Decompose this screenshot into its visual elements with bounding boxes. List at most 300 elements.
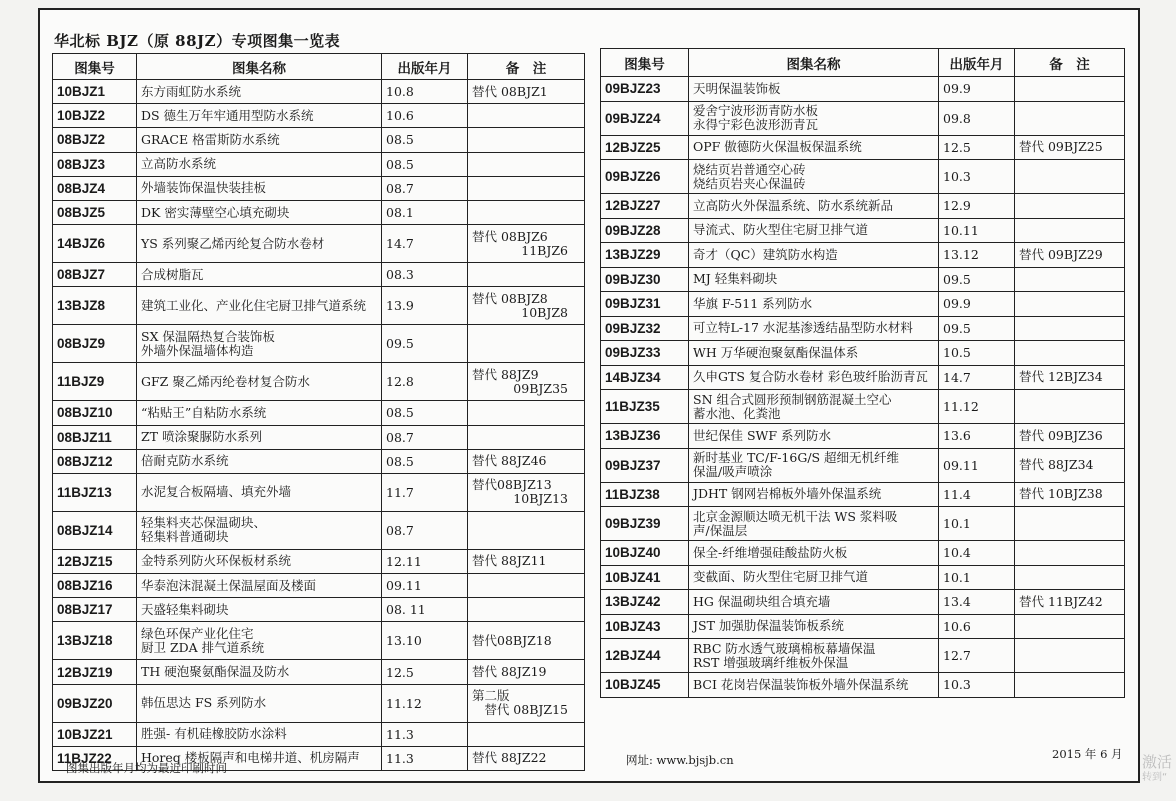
atlas-name-line: OPF 傲德防火保温板保温系统 bbox=[693, 139, 862, 155]
remark-line: 替代 09BJZ25 bbox=[1019, 139, 1103, 155]
atlas-number: 10BJZ45 bbox=[601, 673, 689, 698]
publish-date-cell: 12.11 bbox=[382, 549, 468, 573]
remarks-cell bbox=[468, 152, 585, 176]
table-row bbox=[53, 80, 585, 104]
atlas-name-line: 世纪保佳 SWF 系列防水 bbox=[693, 427, 832, 443]
atlas-name bbox=[137, 598, 382, 622]
atlas-name bbox=[137, 363, 382, 401]
table-row bbox=[601, 614, 1125, 639]
publish-date-cell: 13.10 bbox=[382, 622, 468, 660]
table-row bbox=[53, 622, 585, 660]
remarks-cell bbox=[1015, 507, 1125, 541]
table-row bbox=[601, 590, 1125, 615]
publish-date-cell: 13.9 bbox=[382, 287, 468, 325]
publish-date: 2015 年 6 月 bbox=[1052, 747, 1123, 761]
atlas-name-line: JDHT 钢网岩棉板外墙外保温系统 bbox=[693, 486, 882, 502]
atlas-name bbox=[689, 194, 939, 219]
atlas-name-line: 蓄水池、化粪池 bbox=[693, 405, 781, 421]
remark-line: 替代 08BJZ15 bbox=[484, 702, 568, 718]
table-row bbox=[53, 200, 585, 224]
atlas-name-line: 外墙外保温墙体构造 bbox=[141, 342, 254, 358]
atlas-number: 10BJZ40 bbox=[601, 541, 689, 566]
atlas-name-line: 爱舍宁波形沥青防水板 bbox=[693, 103, 819, 118]
table-row bbox=[53, 176, 585, 200]
remark-line: 替代 08BJZ1 bbox=[472, 83, 548, 99]
publish-date-cell: 12.8 bbox=[382, 363, 468, 401]
remarks-cell bbox=[468, 80, 585, 104]
atlas-name-line: 金特系列防火环保板材系统 bbox=[141, 553, 292, 569]
atlas-name bbox=[137, 722, 382, 746]
atlas-name-line: RBC 防水透气玻璃棉板幕墙保温 bbox=[693, 640, 876, 656]
table-row bbox=[53, 449, 585, 473]
atlas-name bbox=[689, 448, 939, 482]
atlas-name bbox=[689, 135, 939, 160]
atlas-name-line: 水泥复合板隔墙、填充外墙 bbox=[141, 484, 292, 500]
atlas-number: 08BJZ5 bbox=[53, 200, 137, 224]
remark-line: 替代08BJZ13 bbox=[472, 477, 552, 493]
atlas-number: 09BJZ32 bbox=[601, 316, 689, 341]
atlas-number: 09BJZ24 bbox=[601, 101, 689, 135]
publish-date-cell: 08.5 bbox=[382, 152, 468, 176]
table-row bbox=[601, 390, 1125, 424]
publish-date-cell: 13.12 bbox=[939, 243, 1015, 268]
atlas-name bbox=[137, 287, 382, 325]
atlas-name-line: “粘贴王”自粘防水系统 bbox=[141, 404, 267, 420]
atlas-name bbox=[689, 101, 939, 135]
atlas-name-line: 立高防火外保温系统、防水系统新品 bbox=[693, 197, 894, 213]
atlas-name bbox=[689, 614, 939, 639]
header-remarks: 备 注 bbox=[1015, 49, 1125, 77]
remark-line: 09BJZ35 bbox=[513, 380, 568, 396]
atlas-name-line: SN 组合式圆形预制钢筋混凝土空心 bbox=[693, 391, 892, 407]
atlas-number: 08BJZ11 bbox=[53, 425, 137, 449]
remark-line: 替代 88JZ34 bbox=[1019, 457, 1094, 472]
publish-date-cell: 10.4 bbox=[939, 541, 1015, 566]
atlas-number: 11BJZ22 bbox=[53, 746, 137, 770]
remark-line: 替代 88JZ9 bbox=[472, 366, 539, 382]
header-atlas-no: 图集号 bbox=[53, 54, 137, 80]
atlas-name-line: BCI 花岗岩保温装饰板外墙外保温系统 bbox=[693, 676, 909, 692]
atlas-name-line: 天盛轻集料砌块 bbox=[141, 601, 229, 617]
publish-date-cell: 12.5 bbox=[939, 135, 1015, 160]
table-row bbox=[601, 316, 1125, 341]
atlas-name bbox=[689, 424, 939, 449]
table-row bbox=[601, 101, 1125, 135]
table-row bbox=[601, 194, 1125, 219]
atlas-name bbox=[689, 365, 939, 390]
publish-date-cell: 11.3 bbox=[382, 746, 468, 770]
atlas-name bbox=[137, 622, 382, 660]
atlas-name-line: TH 硬泡聚氨酯保温及防水 bbox=[141, 664, 290, 680]
atlas-number: 08BJZ14 bbox=[53, 511, 137, 549]
atlas-name-line: 新时基业 TC/F-16G/S 超细无机纤维 bbox=[693, 450, 900, 465]
publish-date-cell: 09.11 bbox=[382, 574, 468, 598]
remark-line: 10BJZ13 bbox=[513, 491, 568, 507]
table-header-row bbox=[601, 49, 1125, 77]
atlas-name-line: 烧结页岩夹心保温砖 bbox=[693, 175, 806, 191]
table-row bbox=[601, 341, 1125, 366]
table-row bbox=[601, 218, 1125, 243]
atlas-name-line: 厨卫 ZDA 排气道系统 bbox=[141, 639, 265, 655]
table-row bbox=[601, 565, 1125, 590]
table-row bbox=[601, 673, 1125, 698]
atlas-name-line: 永得宁彩色波形沥青瓦 bbox=[693, 117, 819, 132]
atlas-name bbox=[137, 511, 382, 549]
atlas-name bbox=[689, 243, 939, 268]
atlas-name-line: 合成树脂瓦 bbox=[141, 266, 204, 282]
atlas-name-line: HG 保温砌块组合填充墙 bbox=[693, 593, 831, 609]
publish-date-cell: 08.7 bbox=[382, 511, 468, 549]
atlas-name-line: 轻集料普通砌块 bbox=[141, 529, 229, 545]
atlas-name-line: 保全-纤维增强硅酸盐防火板 bbox=[693, 544, 848, 560]
publish-date-cell: 10.1 bbox=[939, 565, 1015, 590]
atlas-number: 12BJZ27 bbox=[601, 194, 689, 219]
header-atlas-name: 图集名称 bbox=[689, 49, 939, 77]
atlas-number: 14BJZ34 bbox=[601, 365, 689, 390]
table-row bbox=[53, 325, 585, 363]
publish-date-cell: 11.12 bbox=[939, 390, 1015, 424]
atlas-name bbox=[137, 660, 382, 684]
remarks-cell bbox=[1015, 482, 1125, 507]
page-title: 华北标 BJZ（原 88JZ）专项图集一览表 bbox=[54, 32, 341, 50]
atlas-name-line: RST 增强玻璃纤维板外保温 bbox=[693, 654, 849, 670]
atlas-name-line: GRACE 格雷斯防水系统 bbox=[141, 131, 280, 147]
table-row bbox=[53, 152, 585, 176]
publish-date-cell: 09.9 bbox=[939, 77, 1015, 102]
atlas-number: 10BJZ43 bbox=[601, 614, 689, 639]
publish-date-cell: 10.3 bbox=[939, 673, 1015, 698]
atlas-name-line: 立高防水系统 bbox=[141, 156, 217, 172]
atlas-number: 13BJZ18 bbox=[53, 622, 137, 660]
remarks-cell bbox=[1015, 424, 1125, 449]
watermark-line-2: 转到“ bbox=[1142, 772, 1168, 783]
publish-date-cell: 12.9 bbox=[939, 194, 1015, 219]
remarks-cell bbox=[1015, 614, 1125, 639]
atlas-number: 13BJZ29 bbox=[601, 243, 689, 268]
document-sheet bbox=[38, 8, 1140, 783]
atlas-number: 10BJZ2 bbox=[53, 104, 137, 128]
table-row bbox=[601, 507, 1125, 541]
atlas-name-line: 北京金源顺达喷无机干法 WS 浆料吸 bbox=[693, 508, 898, 524]
table-row bbox=[601, 77, 1125, 102]
remarks-cell bbox=[1015, 243, 1125, 268]
remark-line: 替代 10BJZ38 bbox=[1019, 486, 1103, 502]
remarks-cell bbox=[1015, 565, 1125, 590]
publish-date-cell: 08.1 bbox=[382, 200, 468, 224]
atlas-name-line: 华旗 F-511 系列防水 bbox=[693, 295, 813, 311]
atlas-number: 12BJZ44 bbox=[601, 639, 689, 673]
atlas-name bbox=[689, 565, 939, 590]
remark-line: 替代 08BJZ6 bbox=[472, 228, 548, 244]
remarks-cell bbox=[468, 363, 585, 401]
publish-date-cell: 10.3 bbox=[939, 160, 1015, 194]
remarks-cell bbox=[1015, 292, 1125, 317]
remark-line: 替代 12BJZ34 bbox=[1019, 369, 1103, 385]
atlas-name bbox=[137, 574, 382, 598]
remark-line: 10BJZ8 bbox=[521, 304, 568, 320]
atlas-name-line: 保温/吸声喷涂 bbox=[693, 464, 773, 479]
atlas-name bbox=[689, 507, 939, 541]
remarks-cell bbox=[468, 722, 585, 746]
remarks-cell bbox=[468, 425, 585, 449]
atlas-number: 10BJZ1 bbox=[53, 80, 137, 104]
watermark-line-1: 激活 bbox=[1142, 753, 1173, 771]
remarks-cell bbox=[468, 660, 585, 684]
remark-line: 替代08BJZ18 bbox=[472, 632, 552, 648]
atlas-number: 08BJZ9 bbox=[53, 325, 137, 363]
atlas-name-line: 东方雨虹防水系统 bbox=[141, 83, 242, 99]
table-row bbox=[601, 448, 1125, 482]
remark-line: 第二版 bbox=[472, 688, 510, 704]
publish-date-cell: 10.6 bbox=[939, 614, 1015, 639]
atlas-name bbox=[689, 77, 939, 102]
publish-date-cell: 09.5 bbox=[939, 267, 1015, 292]
atlas-name-line: 烧结页岩普通空心砖 bbox=[693, 161, 806, 177]
atlas-name-line: 建筑工业化、产业化住宅厨卫排气道系统 bbox=[141, 297, 367, 313]
atlas-name bbox=[137, 176, 382, 200]
atlas-name bbox=[137, 401, 382, 425]
publish-date-cell: 11.12 bbox=[382, 684, 468, 722]
remarks-cell bbox=[1015, 160, 1125, 194]
remarks-cell bbox=[468, 574, 585, 598]
remark-line: 替代 09BJZ29 bbox=[1019, 246, 1103, 262]
atlas-number: 09BJZ30 bbox=[601, 267, 689, 292]
remarks-cell bbox=[468, 287, 585, 325]
remark-line: 替代 08BJZ8 bbox=[472, 290, 548, 306]
remarks-cell bbox=[1015, 194, 1125, 219]
table-row bbox=[53, 722, 585, 746]
publish-date-cell: 11.4 bbox=[939, 482, 1015, 507]
atlas-number: 08BJZ17 bbox=[53, 598, 137, 622]
table-row bbox=[53, 660, 585, 684]
remarks-cell bbox=[1015, 316, 1125, 341]
atlas-number: 10BJZ21 bbox=[53, 722, 137, 746]
publish-date-cell: 08.7 bbox=[382, 176, 468, 200]
header-atlas-no: 图集号 bbox=[601, 49, 689, 77]
atlas-number: 12BJZ25 bbox=[601, 135, 689, 160]
remark-line: 替代 88JZ46 bbox=[472, 453, 547, 469]
remarks-cell bbox=[468, 746, 585, 770]
atlas-name-line: 韩伍思达 FS 系列防水 bbox=[141, 695, 267, 711]
publish-date-cell: 08.5 bbox=[382, 401, 468, 425]
table-row bbox=[601, 365, 1125, 390]
remarks-cell bbox=[468, 263, 585, 287]
remarks-cell bbox=[468, 401, 585, 425]
remark-line: 替代 88JZ19 bbox=[472, 664, 547, 680]
remarks-cell bbox=[468, 104, 585, 128]
publish-date-cell: 12.7 bbox=[939, 639, 1015, 673]
atlas-name bbox=[689, 482, 939, 507]
table-row bbox=[601, 639, 1125, 673]
atlas-number: 14BJZ6 bbox=[53, 225, 137, 263]
atlas-number: 12BJZ15 bbox=[53, 549, 137, 573]
atlas-name bbox=[137, 152, 382, 176]
atlas-number: 13BJZ42 bbox=[601, 590, 689, 615]
atlas-name bbox=[137, 80, 382, 104]
remarks-cell bbox=[1015, 77, 1125, 102]
remarks-cell bbox=[468, 622, 585, 660]
publish-date-cell: 10.8 bbox=[382, 80, 468, 104]
atlas-name bbox=[137, 425, 382, 449]
table-row bbox=[601, 541, 1125, 566]
atlas-name bbox=[137, 225, 382, 263]
atlas-name-line: 天明保温装饰板 bbox=[693, 80, 781, 96]
remarks-cell bbox=[468, 598, 585, 622]
publish-date-cell: 11.7 bbox=[382, 473, 468, 511]
table-row bbox=[53, 473, 585, 511]
publish-date-cell: 10.11 bbox=[939, 218, 1015, 243]
table-row bbox=[53, 104, 585, 128]
remark-line: 替代 09BJZ36 bbox=[1019, 427, 1103, 443]
atlas-name-line: 华泰泡沫混凝土保温屋面及楼面 bbox=[141, 577, 317, 593]
atlas-name-line: ZT 喷涂聚脲防水系列 bbox=[141, 429, 262, 445]
table-row bbox=[601, 292, 1125, 317]
publish-date-cell: 10.1 bbox=[939, 507, 1015, 541]
remarks-cell bbox=[1015, 135, 1125, 160]
atlas-name bbox=[137, 449, 382, 473]
table-row bbox=[601, 243, 1125, 268]
atlas-name-line: SX 保温隔热复合装饰板 bbox=[141, 328, 275, 344]
atlas-number: 10BJZ41 bbox=[601, 565, 689, 590]
remarks-cell bbox=[468, 225, 585, 263]
atlas-number: 13BJZ8 bbox=[53, 287, 137, 325]
remarks-cell bbox=[468, 176, 585, 200]
header-remarks: 备 注 bbox=[468, 54, 585, 80]
table-row bbox=[601, 482, 1125, 507]
atlas-number: 11BJZ38 bbox=[601, 482, 689, 507]
atlas-name bbox=[689, 316, 939, 341]
atlas-number: 09BJZ31 bbox=[601, 292, 689, 317]
atlas-name bbox=[689, 292, 939, 317]
remarks-cell bbox=[1015, 101, 1125, 135]
header-publish-date: 出版年月 bbox=[382, 54, 468, 80]
atlas-number: 08BJZ7 bbox=[53, 263, 137, 287]
activation-watermark bbox=[1142, 754, 1172, 784]
remarks-cell bbox=[1015, 365, 1125, 390]
atlas-name-line: YS 系列聚乙烯丙纶复合防水卷材 bbox=[141, 235, 325, 251]
publish-date-cell: 08. 11 bbox=[382, 598, 468, 622]
atlas-name bbox=[137, 684, 382, 722]
atlas-name bbox=[689, 639, 939, 673]
publish-date-cell: 09.11 bbox=[939, 448, 1015, 482]
remarks-cell bbox=[468, 128, 585, 152]
remarks-cell bbox=[1015, 673, 1125, 698]
remarks-cell bbox=[1015, 390, 1125, 424]
remarks-cell bbox=[468, 449, 585, 473]
table-row bbox=[53, 128, 585, 152]
website-url: 网址: www.bjsjb.cn bbox=[626, 753, 734, 767]
publish-date-cell: 08.7 bbox=[382, 425, 468, 449]
atlas-name bbox=[689, 541, 939, 566]
table-header-row bbox=[53, 54, 585, 80]
publish-date-cell: 08.5 bbox=[382, 449, 468, 473]
remarks-cell bbox=[468, 549, 585, 573]
atlas-number: 11BJZ35 bbox=[601, 390, 689, 424]
atlas-name-line: 胜强- 有机硅橡胶防水涂料 bbox=[141, 726, 287, 742]
atlas-name-line: 可立特L-17 水泥基渗透结晶型防水材料 bbox=[693, 320, 913, 336]
atlas-name bbox=[137, 325, 382, 363]
publish-date-cell: 14.7 bbox=[939, 365, 1015, 390]
table-row bbox=[601, 267, 1125, 292]
atlas-name-line: WH 万华硬泡聚氨酯保温体系 bbox=[693, 344, 859, 360]
atlas-number: 08BJZ2 bbox=[53, 128, 137, 152]
remark-line: 替代 88JZ22 bbox=[472, 750, 547, 766]
atlas-name-line: 久申GTS 复合防水卷材 彩色玻纤胎沥青瓦 bbox=[693, 369, 928, 385]
atlas-name bbox=[137, 473, 382, 511]
atlas-number: 09BJZ33 bbox=[601, 341, 689, 366]
atlas-name-line: 外墙装饰保温快装挂板 bbox=[141, 180, 267, 196]
catalog-table-right bbox=[600, 48, 1125, 698]
atlas-name bbox=[689, 341, 939, 366]
publish-date-cell: 09.8 bbox=[939, 101, 1015, 135]
publish-date-cell: 09.9 bbox=[939, 292, 1015, 317]
remarks-cell bbox=[1015, 341, 1125, 366]
atlas-number: 09BJZ37 bbox=[601, 448, 689, 482]
right-panel bbox=[600, 48, 1124, 698]
table-row bbox=[53, 549, 585, 573]
remarks-cell bbox=[1015, 218, 1125, 243]
publish-date-cell: 14.7 bbox=[382, 225, 468, 263]
remarks-cell bbox=[1015, 541, 1125, 566]
remark-line: 替代 11BJZ42 bbox=[1019, 593, 1103, 609]
atlas-name bbox=[137, 104, 382, 128]
header-atlas-name: 图集名称 bbox=[137, 54, 382, 80]
atlas-name-line: 轻集料夹芯保温砌块、 bbox=[141, 515, 267, 531]
remark-line: 11BJZ6 bbox=[521, 242, 568, 258]
atlas-name-line: 奇才（QC）建筑防水构造 bbox=[693, 246, 838, 262]
atlas-name bbox=[689, 673, 939, 698]
publish-date-cell: 13.4 bbox=[939, 590, 1015, 615]
atlas-number: 08BJZ3 bbox=[53, 152, 137, 176]
remarks-cell bbox=[1015, 590, 1125, 615]
remark-line: 替代 88JZ11 bbox=[472, 553, 547, 569]
atlas-name bbox=[689, 218, 939, 243]
atlas-name-line: 变截面、防火型住宅厨卫排气道 bbox=[693, 569, 869, 585]
atlas-name-line: JST 加强肋保温装饰板系统 bbox=[693, 618, 844, 634]
atlas-number: 11BJZ9 bbox=[53, 363, 137, 401]
atlas-number: 08BJZ12 bbox=[53, 449, 137, 473]
table-row bbox=[53, 511, 585, 549]
header-publish-date: 出版年月 bbox=[939, 49, 1015, 77]
table-row bbox=[601, 424, 1125, 449]
atlas-number: 12BJZ19 bbox=[53, 660, 137, 684]
table-row bbox=[53, 684, 585, 722]
remarks-cell bbox=[468, 200, 585, 224]
catalog-table-left bbox=[52, 53, 585, 771]
atlas-name bbox=[689, 390, 939, 424]
publish-date-cell: 12.5 bbox=[382, 660, 468, 684]
atlas-name-line: DK 密实薄壁空心填充砌块 bbox=[141, 204, 290, 220]
atlas-name bbox=[137, 263, 382, 287]
atlas-number: 09BJZ39 bbox=[601, 507, 689, 541]
atlas-name bbox=[137, 200, 382, 224]
table-row bbox=[601, 135, 1125, 160]
atlas-name bbox=[689, 160, 939, 194]
atlas-number: 08BJZ4 bbox=[53, 176, 137, 200]
remarks-cell bbox=[468, 684, 585, 722]
atlas-number: 08BJZ10 bbox=[53, 401, 137, 425]
remarks-cell bbox=[1015, 448, 1125, 482]
atlas-name-line: 倍耐克防水系统 bbox=[141, 453, 229, 469]
table-row bbox=[53, 225, 585, 263]
atlas-name-line: 绿色环保产业化住宅 bbox=[141, 625, 254, 641]
atlas-number: 09BJZ20 bbox=[53, 684, 137, 722]
table-row bbox=[601, 160, 1125, 194]
table-row bbox=[53, 401, 585, 425]
atlas-name-line: 导流式、防火型住宅厨卫排气道 bbox=[693, 222, 869, 238]
atlas-name-line: Horeq 楼板隔声和电梯井道、机房隔声 bbox=[141, 750, 360, 766]
atlas-number: 08BJZ16 bbox=[53, 574, 137, 598]
